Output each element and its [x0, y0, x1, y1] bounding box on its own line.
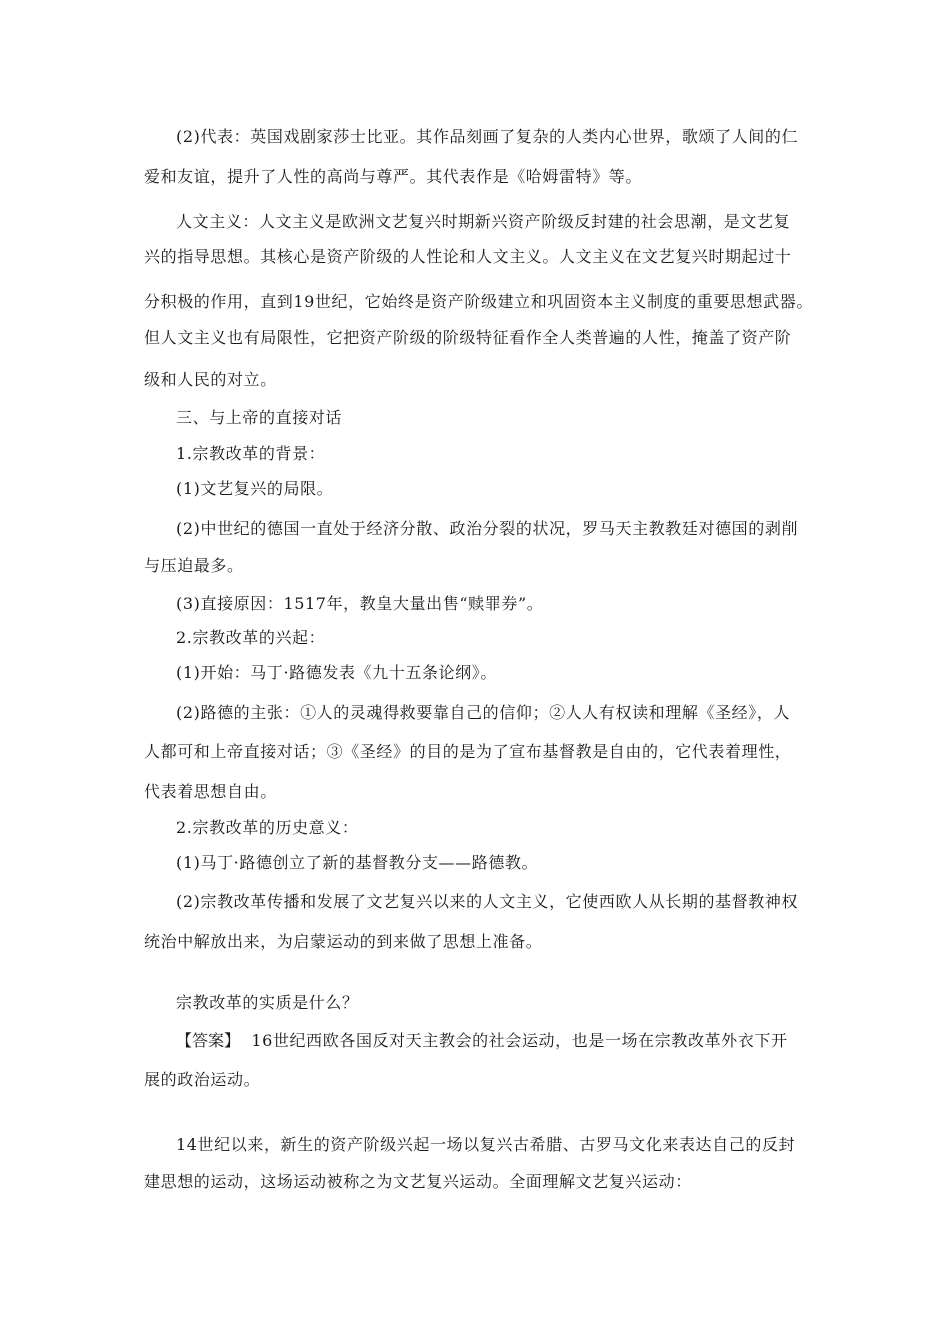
- list-item: (2)路德的主张：①人的灵魂得救要靠自己的信仰；②人人有权读和理解《圣经》，人: [176, 703, 791, 722]
- answer-line: [144, 1021, 844, 1061]
- subheading: 1.宗教改革的背景：: [176, 444, 326, 463]
- list-item: (1)文艺复兴的局限。: [176, 479, 334, 498]
- paragraph-line: 人都可和上帝直接对话；③《圣经》的目的是为了宣布基督教是自由的，它代表着理性，: [144, 742, 792, 761]
- subheading: 2.宗教改革的历史意义：: [176, 818, 359, 837]
- paragraph-line: 爱和友谊，提升了人性的高尚与尊严。其代表作是《哈姆雷特》等。: [144, 167, 643, 186]
- paragraph-line: 但人文主义也有局限性，它把资产阶级的阶级特征看作全人类普遍的人性，掩盖了资产阶: [144, 328, 792, 347]
- paragraph-line: 兴的指导思想。其核心是资产阶级的人性论和人文主义。人文主义在文艺复兴时期起过十: [144, 247, 792, 266]
- paragraph-line: 展的政治运动。: [144, 1070, 261, 1089]
- paragraph-line: 与压迫最多。: [144, 556, 244, 575]
- paragraph-line: 级和人民的对立。: [144, 370, 277, 389]
- list-item: (1)开始：马丁·路德发表《九十五条论纲》。: [176, 663, 497, 682]
- question-text: 宗教改革的实质是什么？: [176, 993, 359, 1012]
- list-item: (2)中世纪的德国一直处于经济分散、政治分裂的状况，罗马天主教教廷对德国的剥削: [176, 519, 799, 538]
- subheading: 2.宗教改革的兴起：: [176, 628, 326, 647]
- paragraph-line: 代表着思想自由。: [144, 782, 277, 801]
- list-item: (1)马丁·路德创立了新的基督教分支——路德教。: [176, 853, 539, 872]
- paragraph-line: 建思想的运动，这场运动被称之为文艺复兴运动。全面理解文艺复兴运动：: [144, 1172, 692, 1191]
- paragraph-line: (2)代表：英国戏剧家莎士比亚。其作品刻画了复杂的人类内心世界，歌颂了人间的仁: [176, 127, 799, 146]
- list-item: (2)宗教改革传播和发展了文艺复兴以来的人文主义，它使西欧人从长期的基督教神权: [176, 892, 799, 911]
- paragraph-line: 分积极的作用，直到19世纪，它始终是资产阶级建立和巩固资本主义制度的重要思想武器。: [144, 292, 813, 311]
- section-heading: 三、与上帝的直接对话: [176, 408, 343, 427]
- answer-label: 【答案】: [176, 1031, 241, 1050]
- answer-text: 16世纪西欧各国反对天主教会的社会运动，也是一场在宗教改革外衣下开: [251, 1031, 788, 1050]
- list-item: (3)直接原因：1517年，教皇大量出售“赎罪券”。: [176, 594, 544, 613]
- paragraph-line: 人文主义：人文主义是欧洲文艺复兴时期新兴资产阶级反封建的社会思潮，是文艺复: [176, 212, 791, 231]
- paragraph-line: 14世纪以来，新生的资产阶级兴起一场以复兴古希腊、古罗马文化来表达自己的反封: [176, 1135, 796, 1154]
- paragraph-line: 统治中解放出来，为启蒙运动的到来做了思想上准备。: [144, 932, 543, 951]
